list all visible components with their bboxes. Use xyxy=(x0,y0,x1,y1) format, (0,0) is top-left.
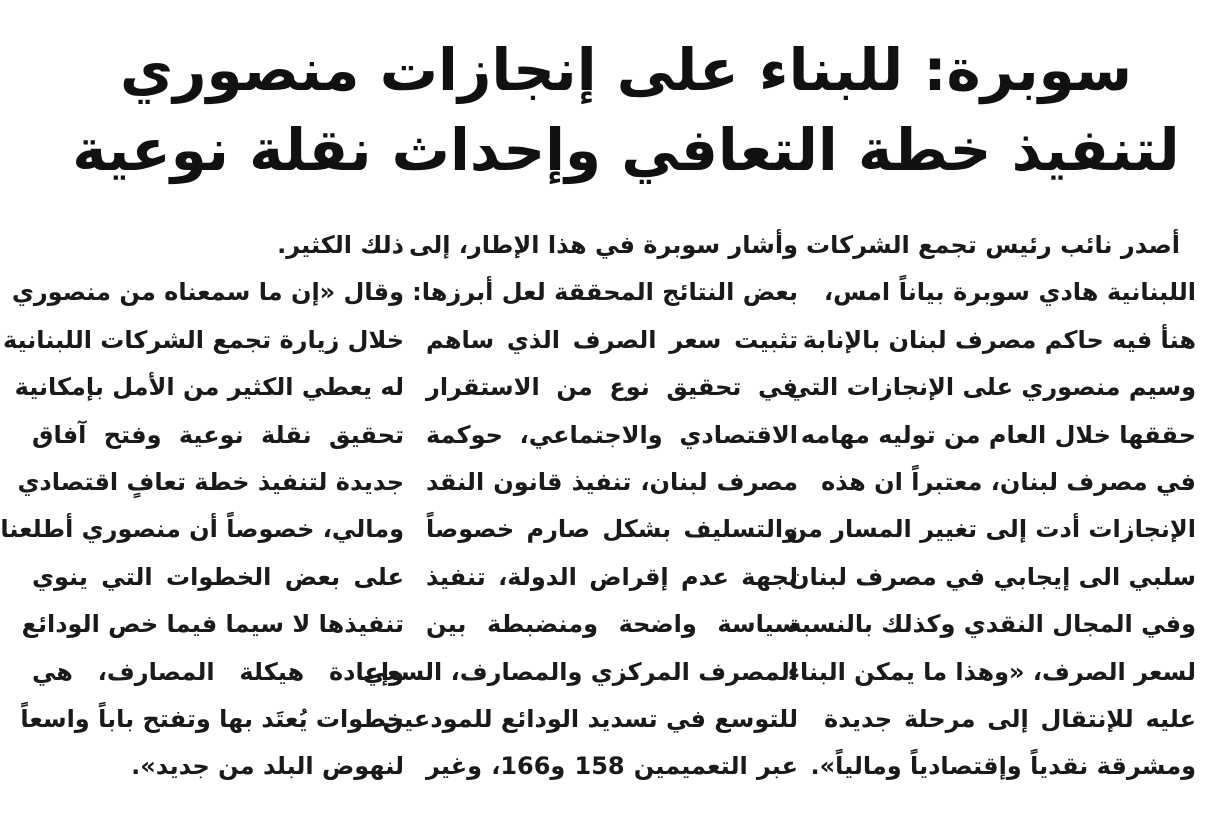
column-1-line: ومشرقة نقدياً وإقتصادياً ومالياً». xyxy=(810,752,1196,781)
column-2-line: سياسة واضحة ومنضبطة بين xyxy=(426,610,798,639)
column-1-line: لسعر الصرف، «وهذا ما يمكن البناء xyxy=(787,657,1196,686)
article-column-3 xyxy=(0,222,404,791)
column-3-line: تنفيذها لا سيما فيما خص الودائع xyxy=(21,610,404,639)
article-column-1 xyxy=(786,222,1196,791)
column-3-line: ذلك الكثير. xyxy=(277,231,404,259)
column-1-line: عليه للإنتقال إلى مرحلة جديدة xyxy=(824,704,1196,733)
column-2-line: بعض النتائج المحققة لعل أبرزها: xyxy=(412,278,798,307)
column-3-line: لنهوض البلد من جديد». xyxy=(131,752,404,781)
column-3-line: وإعادة هيكلة المصارف، هي xyxy=(32,657,404,686)
column-3-line: ومالي، خصوصاً أن منصوري أطلعنا xyxy=(0,515,404,544)
column-3-line: جديدة لتنفيذ خطة تعافٍ اقتصادي xyxy=(17,467,404,496)
column-1-line: أصدر نائب رئيس تجمع الشركات xyxy=(806,231,1180,259)
column-2-line: الاقتصادي والاجتماعي، حوكمة xyxy=(426,420,798,449)
column-1-line: حققها خلال العام من توليه مهامه xyxy=(800,420,1196,449)
headline-line-1: سوبرة: للبناء على إنجازات منصوري xyxy=(119,36,1133,104)
headline xyxy=(54,30,1198,190)
column-3-line: تحقيق نقلة نوعية وفتح آفاق xyxy=(32,420,404,449)
column-2-line: المصرف المركزي والمصارف، السعي xyxy=(362,657,798,686)
headline-line-2: لتنفيذ خطة التعافي وإحداث نقلة نوعية xyxy=(72,116,1180,184)
column-1-line: سلبي الى إيجابي في مصرف لبنان xyxy=(788,562,1196,591)
column-2-line: وأشار سوبرة في هذا الإطار، إلى xyxy=(408,231,798,259)
column-1-line: وفي المجال النقدي وكذلك بالنسبة xyxy=(787,610,1196,639)
column-2-line: للتوسع في تسديد الودائع للمودعين xyxy=(382,704,798,733)
column-2-line: في تحقيق نوع من الاستقرار xyxy=(426,373,798,402)
column-2-line: مصرف لبنان، تنفيذ قانون النقد xyxy=(426,467,798,496)
column-2-line: لجهة عدم إقراض الدولة، تنفيذ xyxy=(426,562,798,591)
column-1-line: اللبنانية هادي سوبرة بياناً امس، xyxy=(824,278,1196,307)
column-3-line: على بعض الخطوات التي ينوي xyxy=(32,562,404,591)
column-2-line: عبر التعميمين 158 و166، وغير xyxy=(426,752,798,781)
column-1-line: الإنجازات أدت إلى تغيير المسار من xyxy=(786,515,1196,544)
column-3-line: خلال زيارة تجمع الشركات اللبنانية xyxy=(2,325,404,354)
column-1-line: وسيم منصوري على الإنجازات التي xyxy=(786,373,1196,402)
article-column-2 xyxy=(362,222,798,791)
column-3-line: وقال «إن ما سمعناه من منصوري xyxy=(11,278,404,307)
column-1-line: في مصرف لبنان، معتبراً ان هذه xyxy=(821,467,1196,496)
column-2-line: والتسليف بشكل صارم خصوصاً xyxy=(426,515,798,544)
column-3-line: خطوات يُعتَد بها وتفتح باباً واسعاً xyxy=(20,704,404,733)
column-1-line: هنأ فيه حاكم مصرف لبنان بالإنابة xyxy=(802,325,1196,354)
column-3-line: له يعطي الكثير من الأمل بإمكانية xyxy=(14,373,404,402)
column-2-line: تثبيت سعر الصرف الذي ساهم xyxy=(426,325,798,354)
